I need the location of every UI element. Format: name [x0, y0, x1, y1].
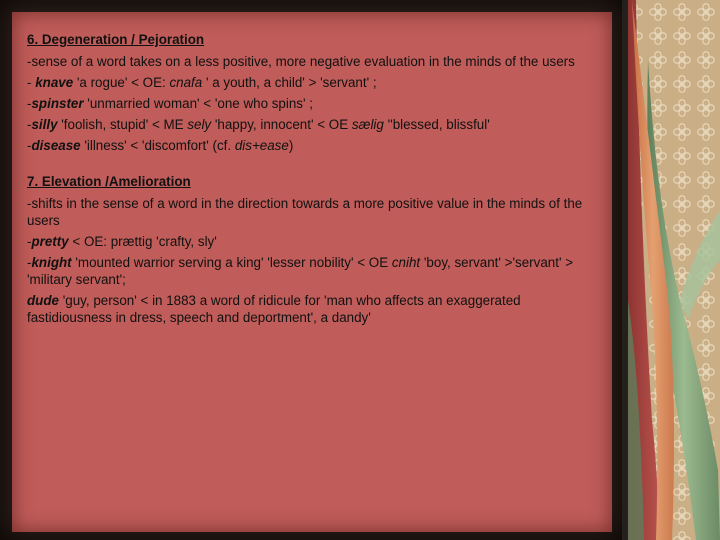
example-gloss: ' a youth, a child' > 'servant' ;: [202, 75, 377, 90]
example-dash: -: [27, 96, 32, 111]
example-word: dude: [27, 293, 59, 308]
example-gloss: ): [288, 138, 294, 153]
example-dash: -: [27, 234, 32, 249]
example-gloss: 'illness' < 'discomfort' (cf.: [80, 138, 235, 153]
section-spacer: [27, 158, 597, 173]
example-dash: -: [27, 138, 32, 153]
example-word: silly: [31, 117, 58, 132]
example-dash: -: [27, 75, 36, 90]
example-form: sely: [187, 117, 212, 132]
section-6-heading: 6. Degeneration / Pejoration: [27, 32, 205, 47]
example-gloss: 'guy, person' < in 1883 a word of ridicule for 'man who affects an exaggerated fastidiousness in dress, speech and deportment', a dandy': [27, 293, 521, 325]
example-gloss: 'unmarried woman' < 'one who spins' ;: [83, 96, 313, 111]
example-gloss: 'mounted warrior serving a king' 'lesser nobility' < OE: [71, 255, 392, 270]
example-word: disease: [31, 138, 81, 153]
section-7-heading: 7. Elevation /Amelioration: [27, 174, 191, 189]
example-form: cniht: [391, 255, 421, 270]
example-gloss: 'boy, servant' >'servant' > 'military servant';: [27, 255, 574, 287]
example-dude: [27, 292, 597, 326]
example-word: knave: [35, 75, 74, 90]
example-disease: [27, 137, 597, 154]
example-form: cnafa: [169, 75, 203, 90]
example-dash: -: [27, 117, 32, 132]
example-gloss: ''blessed, blissful': [383, 117, 490, 132]
decorative-side-panel: [622, 0, 720, 540]
example-word: pretty: [31, 234, 69, 249]
example-dash: -: [27, 255, 32, 270]
example-gloss: < OE: prættig 'crafty, sly': [68, 234, 217, 249]
example-gloss: 'happy, innocent' < OE: [211, 117, 352, 132]
example-spinster: [27, 95, 597, 112]
example-silly: [27, 116, 597, 133]
example-word: knight: [31, 255, 72, 270]
slide-content: [27, 31, 597, 330]
flower-pattern-icon: [622, 0, 720, 540]
example-word: spinster: [31, 96, 84, 111]
example-gloss: 'foolish, stupid' < ME: [57, 117, 188, 132]
example-knight: [27, 254, 597, 288]
section-6-definition: -sense of a word takes on a less positive, more negative evaluation in the minds of the users: [27, 54, 575, 69]
section-7-definition: -shifts in the sense of a word in the direction towards a more positive value in the minds of the users: [27, 196, 583, 228]
example-pretty: [27, 233, 597, 250]
example-knave: [27, 74, 597, 91]
example-form: dis+ease: [234, 138, 289, 153]
example-gloss: 'a rogue' < OE:: [73, 75, 170, 90]
example-form: sælig: [351, 117, 384, 132]
